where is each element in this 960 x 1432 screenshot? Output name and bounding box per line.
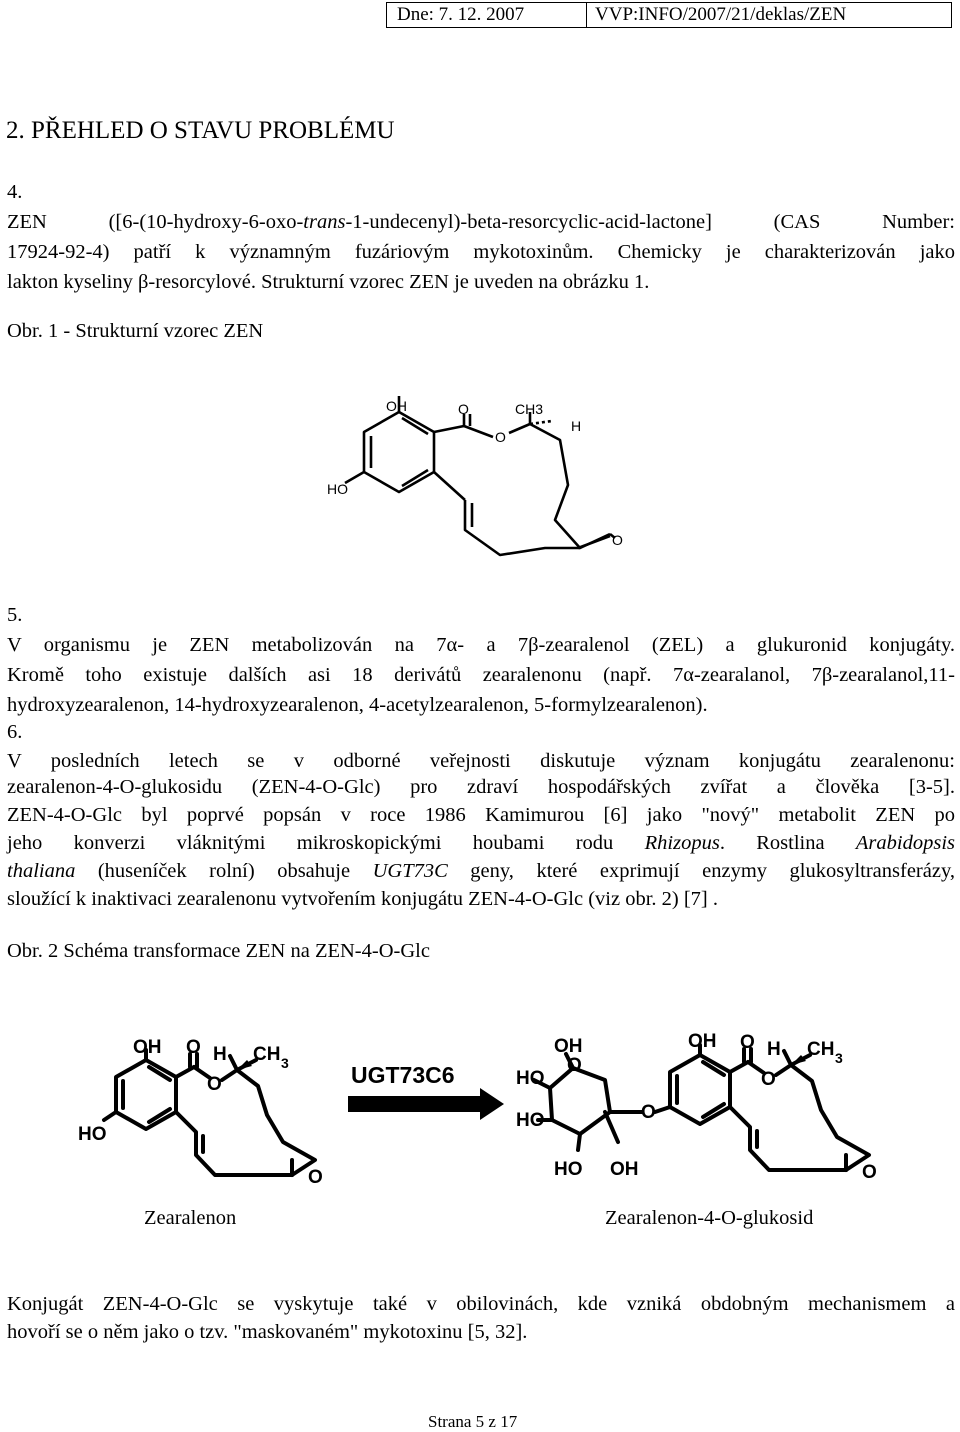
svg-text:OH: OH — [133, 1037, 162, 1058]
svg-text:HO: HO — [516, 1068, 545, 1089]
para5-line1: V organismu je ZEN metabolizován na 7α- a 7β-zearalenol (ZEL) a glukuronid konjugáty. — [7, 634, 955, 656]
svg-text:O: O — [207, 1074, 222, 1095]
svg-text:OH: OH — [610, 1159, 639, 1180]
svg-text:H: H — [213, 1044, 227, 1065]
svg-text:3: 3 — [835, 1050, 843, 1066]
page-number: Strana 5 z 17 — [428, 1412, 518, 1431]
svg-text:H: H — [571, 418, 582, 434]
section-title: 2. PŘEHLED O STAVU PROBLÉMU — [6, 117, 395, 144]
svg-text:O: O — [740, 1032, 755, 1053]
svg-text:HO: HO — [78, 1124, 107, 1145]
para5-line2: Kromě toho existuje dalších asi 18 derivátů zearalenonu (např. 7α-zearalanol, 7β-zearalanol,11- — [7, 664, 955, 686]
svg-text:CH3: CH3 — [515, 401, 544, 417]
para4-number: 4. — [7, 181, 23, 203]
svg-text:O: O — [567, 1055, 582, 1076]
svg-text:OH: OH — [386, 398, 407, 414]
para6-line3: ZEN-4-O-Glc byl poprvé popsán v roce 1986 Kamimurou [6] jako "nový" metabolit ZEN po — [7, 804, 955, 826]
para6-line6: sloužící k inaktivaci zearalenonu vytvořením konjugátu ZEN-4-O-Glc (viz obr. 2) [7] . — [7, 888, 719, 910]
zearalenon-label: Zearalenon — [144, 1207, 237, 1229]
svg-text:O: O — [761, 1069, 776, 1090]
para7-line2: hovoří se o něm jako o tzv. "maskovaném" mykotoxinu [5, 32]. — [7, 1321, 528, 1343]
para4-line3: lakton kyseliny β-resorcylové. Strukturní vzorec ZEN je uveden na obrázku 1. — [7, 271, 650, 293]
glucoside-label: Zearalenon-4-O-glukosid — [605, 1207, 814, 1229]
para6-line1: V posledních letech se v odborné veřejnosti diskutuje význam konjugátu zearalenonu: — [7, 750, 955, 772]
svg-text:O: O — [186, 1037, 201, 1058]
svg-text:O: O — [495, 429, 506, 445]
svg-text:O: O — [641, 1102, 656, 1123]
para6-line5: thaliana (huseníček rolní) obsahuje UGT73C geny, které exprimují enzymy glukosyltransferázy, — [7, 860, 955, 882]
header-date: Dne: 7. 12. 2007 — [387, 3, 587, 27]
svg-text:HO: HO — [327, 481, 348, 497]
para4-line2: 17924-92-4) patří k významným fuzáriovým mykotoxinům. Chemicky je charakterizován jako — [7, 241, 955, 263]
figure1-caption: Obr. 1 - Strukturní vzorec ZEN — [7, 320, 264, 342]
para5-number: 5. — [7, 604, 23, 626]
svg-text:HO: HO — [516, 1110, 545, 1131]
svg-text:HO: HO — [554, 1159, 583, 1180]
svg-text:OH: OH — [554, 1036, 583, 1057]
svg-text:OH: OH — [688, 1031, 717, 1052]
para6-line4: jeho konverzi vláknitými mikroskopickými houbami rodu Rhizopus. Rostlina Arabidopsis — [7, 832, 955, 854]
para5-line3: hydroxyzearalenon, 14-hydroxyzearalenon, 4-acetylzearalenon, 5-formylzearalenon). — [7, 694, 708, 716]
svg-text:O: O — [612, 532, 623, 548]
svg-text:O: O — [862, 1162, 877, 1183]
header-reference: VVP:INFO/2007/21/deklas/ZEN — [595, 4, 847, 25]
enzyme-label: UGT73C6 — [351, 1062, 455, 1088]
svg-text:O: O — [308, 1167, 323, 1188]
svg-text:O: O — [458, 401, 469, 417]
svg-text:3: 3 — [281, 1055, 289, 1071]
para4-line1: ZEN ([6-(10-hydroxy-6-oxo-trans-1-undecenyl)-beta-resorcyclic-acid-lactone] (CAS Number: — [7, 211, 955, 233]
figure2-caption: Obr. 2 Schéma transformace ZEN na ZEN-4-O-Glc — [7, 940, 430, 962]
para6-line2: zearalenon-4-O-glukosidu (ZEN-4-O-Glc) pro zdraví hospodářských zvířat a člověka [3-5]. — [7, 776, 955, 798]
svg-text:CH: CH — [253, 1044, 281, 1065]
svg-text:CH: CH — [807, 1039, 835, 1060]
para6-number: 6. — [7, 721, 23, 743]
para7-line1: Konjugát ZEN-4-O-Glc se vyskytuje také v obilovinách, kde vzniká obdobným mechanismem a — [7, 1293, 955, 1315]
svg-text:H: H — [767, 1039, 781, 1060]
